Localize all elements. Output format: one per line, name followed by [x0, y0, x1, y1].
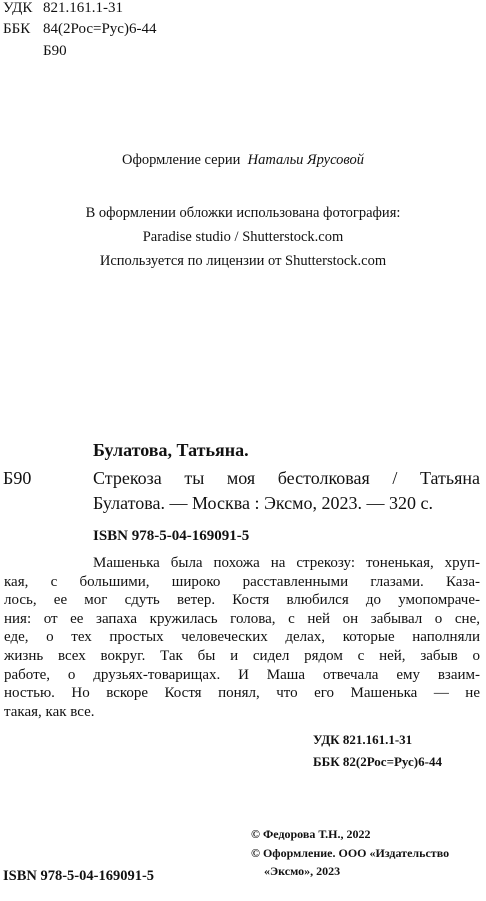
bib-title-line-2: Булатова. — Москва : Эксмо, 2023. — 320 с.: [93, 493, 434, 513]
copyright-line-1: © Федорова Т.Н., 2022: [251, 827, 371, 841]
photo-credit-line-3: Используется по лицензии от Shutterstock.com: [99, 253, 387, 269]
copyright-line-3: «Эксмо», 2023: [264, 864, 341, 878]
bbk-value: 84(2Рос=Рус)6-44: [43, 21, 157, 37]
author-mark-top: Б90: [43, 43, 67, 59]
udk-code-top: [3, 0, 123, 17]
bib-isbn: ISBN 978-5-04-169091-5: [93, 528, 250, 544]
annotation-line-2: кая, с большими, широко расставленными глазами. Каза-: [4, 573, 480, 590]
series-designer: Натальи Ярусовой: [247, 152, 365, 168]
photo-credit-line-2: Paradise studio / Shutterstock.com: [142, 229, 344, 245]
annotation-line-9: такая, как все.: [4, 703, 95, 720]
footer-isbn: ISBN 978-5-04-169091-5: [3, 868, 155, 884]
bib-mark: Б90: [3, 468, 32, 488]
annotation-line-8: ностью. Но вскоре Костя понял, что его Машенька — не: [4, 685, 480, 702]
bib-author: Булатова, Татьяна.: [93, 440, 249, 460]
photo-credit-line-1: В оформлении обложки использована фотография:: [85, 205, 401, 221]
udk-code-bottom: УДК 821.161.1-31: [313, 732, 413, 747]
series-label: Оформление серии: [121, 152, 241, 168]
udk-key: УДК: [3, 0, 33, 16]
annotation-line-1: Машенька была похожа на стрекозу: тоненькая, хруп-: [93, 555, 480, 571]
udk-value: 821.161.1-31: [43, 0, 123, 16]
annotation-line-4: ния: от ее запаха кружилась голова, с ней он забывал о сне,: [4, 610, 480, 627]
annotation-line-5: еде, о тех простых человеческих делах, которые наполняли: [4, 629, 480, 646]
bbk-code-bottom: ББК 82(2Рос=Рус)6-44: [313, 754, 442, 769]
series-credit: [0, 149, 486, 171]
annotation-line-7: работе, о друзьях-товарищах. И Маша отвечала ему взаим-: [4, 666, 480, 683]
annotation-line-3: лось, ее мог сдуть ветер. Костя влюбился до умопомраче-: [4, 592, 480, 609]
annotation-line-6: жизнь всех вокруг. Так бы и сидел рядом с ней, забыв о: [4, 648, 480, 664]
copyright-line-2: © Оформление. ООО «Издательство: [251, 846, 450, 860]
bib-title-line-1: Стрекоза ты моя бестолковая / Татьяна: [93, 468, 480, 488]
bbk-key: ББК: [3, 21, 31, 37]
bbk-code-top: [3, 21, 156, 38]
